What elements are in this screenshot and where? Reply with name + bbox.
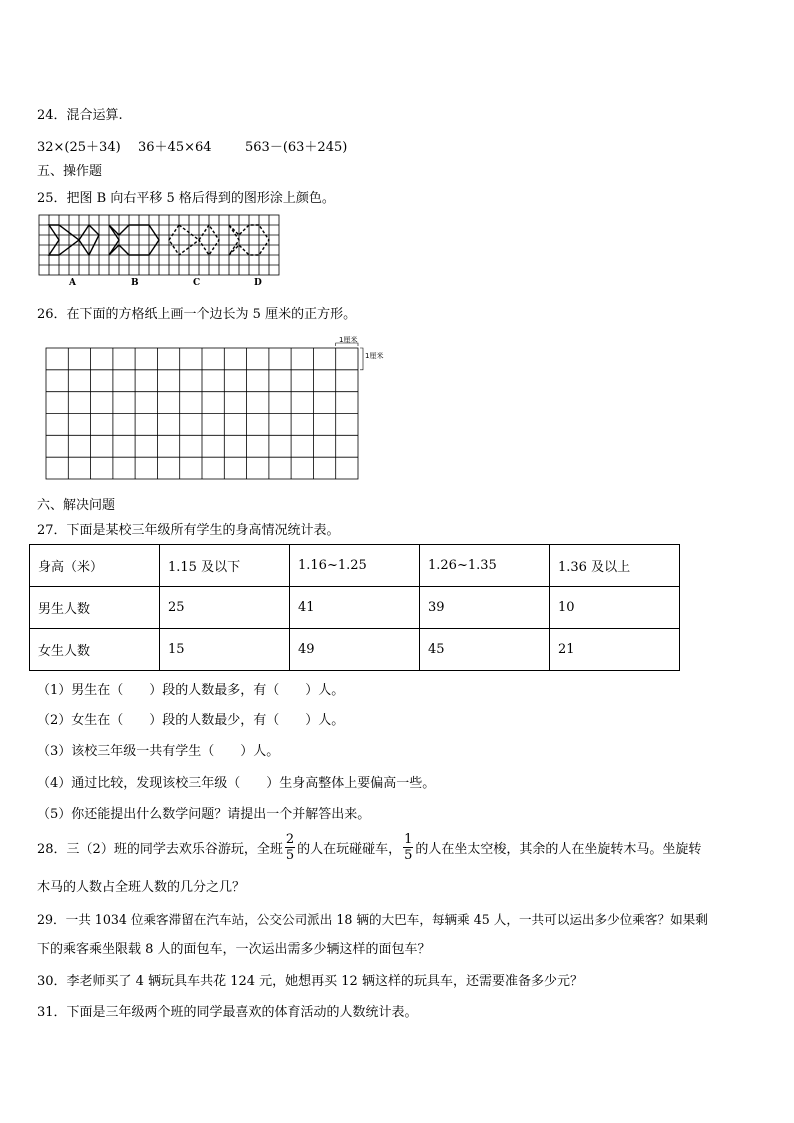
table-header-cell: 1.15 及以下: [160, 545, 290, 587]
table-row: [30, 587, 680, 629]
q28-line-1: [37, 829, 701, 865]
table-header-cell: 身高（米）: [30, 545, 160, 587]
q27-sub-question-3: （3）该校三年级一共有学生（ ）人。: [37, 744, 280, 759]
figure-label-d: D: [254, 278, 262, 288]
q27-sub-question-4: （4）通过比较，发现该校三年级（ ）生身高整体上要偏高一些。: [37, 776, 436, 791]
figure-c-shape: [169, 225, 219, 255]
fraction-two-fifths: [285, 832, 295, 863]
table-cell: 49: [290, 629, 420, 671]
q25-title: 25．把图 B 向右平移 5 格后得到的图形涂上颜色。: [37, 191, 335, 206]
table-header-cell: 1.26~1.35: [420, 545, 550, 587]
table-row: [30, 629, 680, 671]
q28-text-part-2: 的人在玩碰碰车，: [297, 841, 402, 857]
table-cell: 15: [160, 629, 290, 671]
q26-title: 26．在下面的方格纸上画一个边长为 5 厘米的正方形。: [37, 307, 357, 322]
fraction-numerator: 2: [285, 831, 295, 847]
q28-text-part-1: 28．三（2）班的同学去欢乐谷游玩，全班: [37, 841, 283, 857]
unit-label-horizontal: 1厘米: [339, 336, 358, 344]
q30-line-1: 30．李老师买了 4 辆玩具车共花 124 元，她想再买 12 辆这样的玩具车，还需要准备多少元？: [37, 974, 583, 989]
section-6-heading: 六、解决问题: [37, 498, 116, 513]
height-stats-table: [29, 544, 680, 671]
table-header-cell: 1.16~1.25: [290, 545, 420, 587]
figure-label-b: B: [131, 278, 139, 288]
q29-line-2: 下的乘客乘坐限载 8 人的面包车，一次运出需多少辆这样的面包车？: [37, 942, 431, 957]
table-cell: 10: [550, 587, 680, 629]
figure-b-shape: [109, 225, 159, 255]
q27-sub-question-1: （1）男生在（ ）段的人数最多，有（ ）人。: [37, 683, 345, 698]
q27-title: 27．下面是某校三年级所有学生的身高情况统计表。: [37, 523, 340, 538]
q28-text-part-3: 的人在坐太空梭，其余的人在坐旋转木马。坐旋转: [415, 841, 702, 857]
section-5-heading: 五、操作题: [37, 164, 103, 179]
table-header-row: [30, 545, 680, 587]
unit-label-vertical: 1厘米: [365, 352, 384, 360]
table-cell: 45: [420, 629, 550, 671]
q29-line-1: 29．一共 1034 位乘客滞留在汽车站，公交公司派出 18 辆的大巴车，每辆乘 45 人，一共可以运出多少位乘客？如果剩: [37, 912, 708, 927]
table-cell: 25: [160, 587, 290, 629]
q24-title: 24．混合运算.: [37, 108, 123, 123]
table-header-cell: 1.36 及以上: [550, 545, 680, 587]
q24-expression-3: 563－(63＋245): [245, 140, 348, 155]
fraction-denominator: 5: [285, 847, 295, 863]
q31-line-1: 31．下面是三年级两个班的同学最喜欢的体育活动的人数统计表。: [37, 1005, 418, 1020]
figure-a-shape: [49, 225, 99, 255]
table-cell: 41: [290, 587, 420, 629]
q28-line-2: 木马的人数占全班人数的几分之几？: [37, 880, 246, 895]
table-cell: 21: [550, 629, 680, 671]
figure-label-c: C: [193, 278, 201, 288]
fraction-one-fifth: [403, 832, 413, 863]
figure-label-a: A: [69, 278, 76, 288]
q27-sub-question-5: （5）你还能提出什么数学问题？请提出一个并解答出来。: [37, 807, 371, 822]
table-cell: 39: [420, 587, 550, 629]
q25-grid-lines: [39, 215, 279, 275]
q26-square-grid: [45, 340, 365, 482]
q24-expression-1: 32×(25＋34): [37, 140, 121, 155]
q26-grid-lines: [46, 348, 358, 479]
table-cell: 女生人数: [30, 629, 160, 671]
q27-sub-question-2: （2）女生在（ ）段的人数最少，有（ ）人。: [37, 713, 345, 728]
fraction-denominator: 5: [404, 847, 413, 863]
fraction-numerator: 1: [404, 831, 413, 847]
unit-bracket-vertical: [360, 348, 363, 370]
table-cell: 男生人数: [30, 587, 160, 629]
q24-expression-2: 36＋45×64: [138, 140, 212, 155]
